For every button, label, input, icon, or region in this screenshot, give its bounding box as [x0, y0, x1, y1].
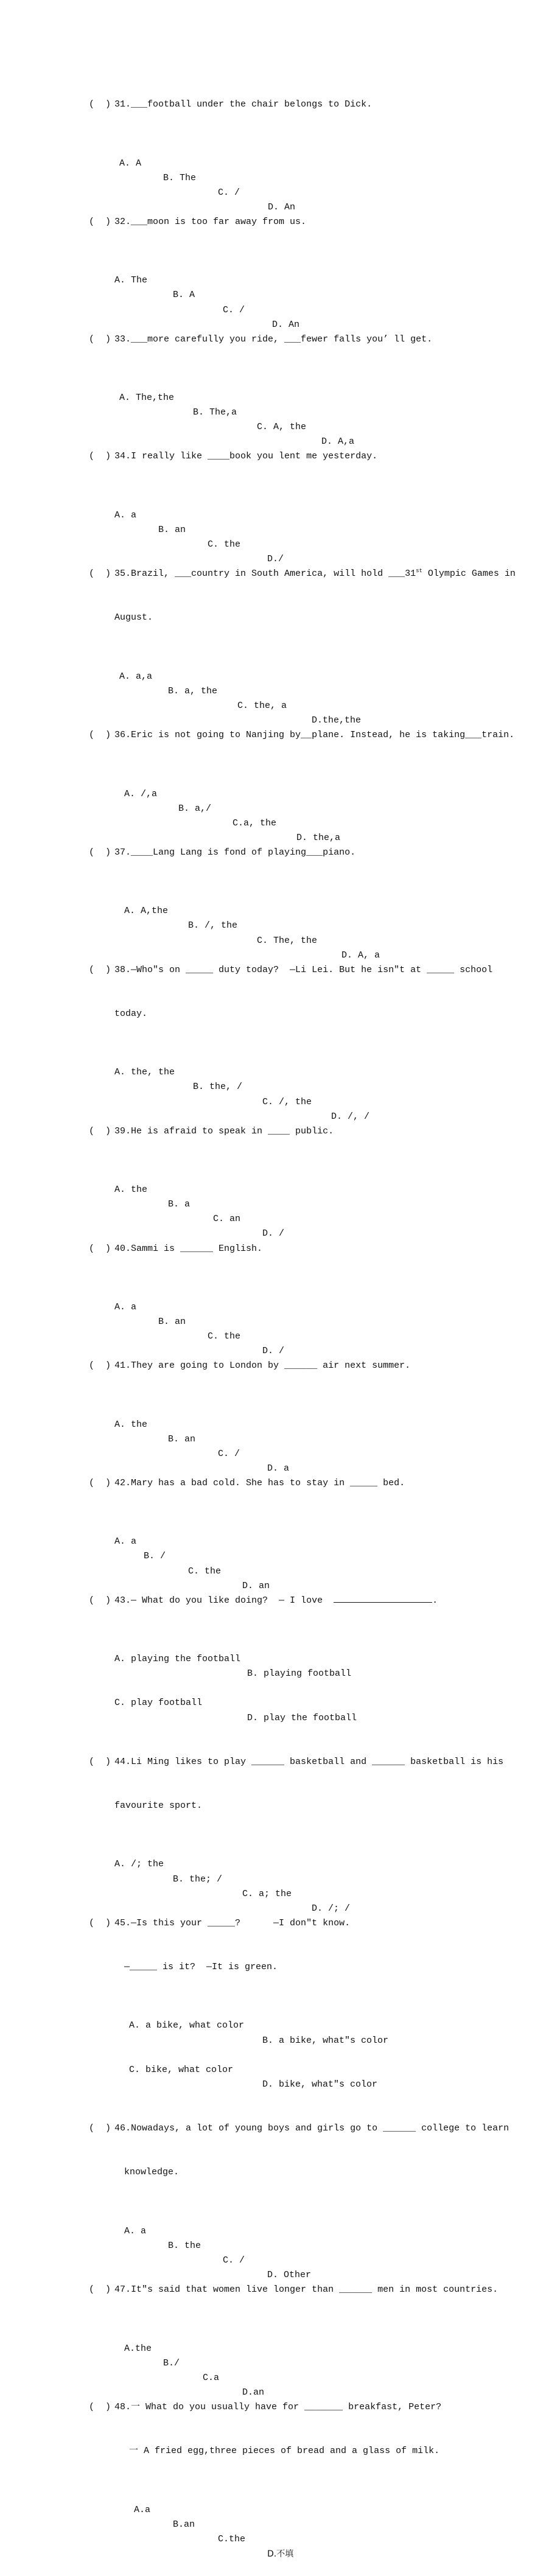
question-stem: Brazil, ___country in South America, will hold ___31: [131, 569, 416, 579]
question-stem: He is afraid to speak in ____ public.: [131, 1125, 334, 1136]
question-stem: ___football under the chair belongs to Dick.: [131, 99, 373, 110]
question-stem: Eric is not going to Nanjing by__plane. Instead, he is taking___train.: [131, 730, 515, 741]
question-stem-continued: knowledge.: [124, 2167, 180, 2178]
option-a[interactable]: A. the, the: [114, 1067, 175, 1078]
option-b[interactable]: B. the: [168, 2240, 201, 2251]
option-b[interactable]: B. a,/: [178, 803, 212, 814]
question-number: 44.: [114, 1756, 131, 1767]
question-45: [0, 1887, 560, 2092]
question-37: [0, 816, 560, 961]
option-a[interactable]: A. a,a: [119, 671, 153, 682]
option-d[interactable]: D. An: [272, 319, 300, 330]
option-d[interactable]: D.an: [242, 2387, 265, 2398]
answer-paren[interactable]: ( ): [89, 334, 111, 345]
question-34: [0, 420, 560, 565]
option-d[interactable]: D. play the football: [247, 1712, 357, 1723]
answer-paren[interactable]: ( ): [89, 451, 111, 462]
option-b[interactable]: B. playing football: [247, 1668, 352, 1679]
answer-paren[interactable]: ( ): [89, 1756, 111, 1767]
option-b[interactable]: B. the; /: [173, 1874, 223, 1885]
option-c[interactable]: C.a: [203, 2372, 220, 2383]
option-c[interactable]: C.a, the: [233, 817, 277, 828]
option-c[interactable]: C. A, the: [257, 422, 307, 433]
options-row: [0, 889, 560, 961]
option-a[interactable]: A. a: [124, 2225, 147, 2236]
question-number: 34.: [114, 451, 131, 462]
question-number: 42.: [114, 1478, 131, 1488]
options-row: [0, 772, 560, 843]
question-47: [0, 2253, 560, 2398]
option-b[interactable]: B. an: [168, 1433, 196, 1444]
question-stem: I really like ____book you lent me yesterday.: [131, 451, 378, 462]
options-row: [0, 1681, 560, 1723]
question-32: [0, 186, 560, 330]
answer-paren[interactable]: ( ): [89, 730, 111, 741]
options-row: [0, 2004, 560, 2046]
option-d[interactable]: D. /; /: [312, 1903, 351, 1914]
question-number: 39.: [114, 1125, 131, 1136]
options-row: [0, 1843, 560, 1914]
question-42: [0, 1447, 560, 1591]
question-stem: —Is this your _____? —I don″t know.: [131, 1917, 351, 1928]
options-row: [0, 1520, 560, 1591]
question-stem-continued: today.: [114, 1009, 148, 1019]
option-d[interactable]: D. an: [242, 1580, 270, 1591]
option-d[interactable]: D. bike, what″s color: [262, 2079, 378, 2090]
option-d[interactable]: D. Other: [267, 2270, 312, 2281]
option-c[interactable]: C. play football: [114, 1698, 203, 1709]
option-b[interactable]: B. an: [158, 524, 186, 535]
answer-paren[interactable]: ( ): [89, 99, 111, 110]
answer-paren[interactable]: ( ): [89, 2123, 111, 2134]
question-stem-end: Olympic Games in: [422, 569, 516, 579]
option-c[interactable]: C.the: [218, 2533, 246, 2544]
option-b[interactable]: B.an: [173, 2519, 195, 2530]
options-row: [0, 2048, 560, 2090]
options-row: [0, 494, 560, 565]
question-number: 38.: [114, 964, 131, 975]
options-row: [0, 141, 560, 212]
question-stem: Li Ming likes to play ______ basketball and ______ basketball is his: [131, 1756, 504, 1767]
question-stem: —Who″s on _____ duty today? —Li Lei. But he isn″t at _____ school: [131, 964, 493, 975]
options-row: [0, 1637, 560, 1679]
option-d[interactable]: D. /: [262, 1346, 285, 1357]
option-c[interactable]: C. /, the: [262, 1096, 312, 1107]
answer-paren[interactable]: ( ): [89, 569, 111, 579]
option-a[interactable]: A. a: [114, 1536, 137, 1547]
option-d[interactable]: D. a: [267, 1463, 290, 1474]
option-c[interactable]: C. the, a: [237, 701, 287, 712]
option-a[interactable]: A. /; the: [114, 1859, 164, 1870]
question-39: [0, 1095, 560, 1239]
question-stem: Nowadays, a lot of young boys and girls go to ______ college to learn: [131, 2123, 509, 2134]
option-b[interactable]: B. a bike, what″s color: [262, 2035, 389, 2046]
option-b[interactable]: B. the, /: [193, 1082, 243, 1093]
question-number: 32.: [114, 216, 131, 227]
options-row: [0, 2488, 560, 2559]
question-number: 40.: [114, 1243, 131, 1254]
question-33: [0, 303, 560, 447]
question-number: 36.: [114, 730, 131, 741]
question-stem-continued: —_____ is it? —It is green.: [124, 1962, 278, 1973]
option-d[interactable]: D. A, a: [341, 950, 380, 961]
question-36: [0, 699, 560, 843]
option-d[interactable]: D. /: [262, 1228, 285, 1239]
question-stem: 一 What do you usually have for _______ breakfast, Peter?: [131, 2401, 442, 2412]
question-stem: ____Lang Lang is fond of playing___piano.: [131, 847, 356, 858]
question-number: 35.: [114, 569, 131, 579]
answer-paren[interactable]: ( ): [89, 1243, 111, 1254]
answer-paren[interactable]: ( ): [89, 1125, 111, 1136]
answer-paren[interactable]: ( ): [89, 1478, 111, 1488]
answer-paren[interactable]: ( ): [89, 1595, 111, 1606]
answer-paren[interactable]: ( ): [89, 1360, 111, 1371]
answer-paren[interactable]: ( ): [89, 2284, 111, 2295]
option-c[interactable]: C. the: [208, 1331, 241, 1342]
answer-paren[interactable]: ( ): [89, 964, 111, 975]
options-row: [0, 2326, 560, 2398]
worksheet: [0, 68, 560, 2559]
option-b[interactable]: B. a: [168, 1199, 191, 1210]
option-a[interactable]: A. a: [114, 1301, 137, 1312]
question-number: 46.: [114, 2123, 131, 2134]
option-a[interactable]: A. The,the: [119, 393, 175, 404]
options-row: [0, 1286, 560, 1357]
option-a[interactable]: A. A: [119, 158, 142, 169]
question-41: [0, 1329, 560, 1474]
option-b[interactable]: B. an: [158, 1316, 186, 1327]
option-d[interactable]: D. An: [268, 201, 296, 212]
option-a[interactable]: A. playing the football: [114, 1654, 241, 1665]
options-row: [0, 1051, 560, 1122]
question-number: 31.: [114, 99, 131, 110]
question-48: [0, 2371, 560, 2559]
option-b[interactable]: B. A: [173, 290, 195, 301]
answer-paren[interactable]: ( ): [89, 216, 111, 227]
option-d[interactable]: D.不填: [267, 2549, 294, 2559]
option-d[interactable]: D. the,a: [296, 832, 341, 843]
option-a[interactable]: A. the: [114, 1419, 148, 1430]
option-b[interactable]: B. The: [163, 172, 197, 183]
question-number: 33.: [114, 334, 131, 345]
question-stem: ___moon is too far away from us.: [131, 216, 307, 227]
question-31: [0, 68, 560, 212]
option-a[interactable]: A. /,a: [124, 788, 158, 799]
question-number: 48.: [114, 2401, 131, 2412]
option-d[interactable]: D.the,the: [312, 715, 362, 726]
option-a[interactable]: A. The: [114, 275, 148, 286]
question-stem: They are going to London by ______ air next summer.: [131, 1360, 411, 1371]
option-b[interactable]: B. /: [144, 1551, 166, 1562]
option-c[interactable]: C. bike, what color: [129, 2064, 234, 2075]
question-44: [0, 1726, 560, 1914]
option-b[interactable]: B./: [163, 2357, 180, 2368]
question-stem: — What do you like doing? — I love: [131, 1595, 323, 1606]
options-row: [0, 376, 560, 447]
option-c[interactable]: C. an: [213, 1214, 241, 1225]
option-c[interactable]: C. The, the: [257, 935, 318, 946]
options-row: [0, 1168, 560, 1239]
option-c[interactable]: C. a; the: [242, 1888, 292, 1899]
options-row: [0, 1403, 560, 1474]
option-a[interactable]: A. the: [114, 1185, 148, 1195]
option-c[interactable]: C. /: [218, 187, 240, 198]
answer-paren[interactable]: ( ): [89, 2401, 111, 2412]
ordinal-suffix: st: [416, 568, 422, 575]
question-stem: ___more carefully you ride, ___fewer falls you’ ll get.: [131, 334, 433, 345]
question-40: [0, 1212, 560, 1357]
option-b[interactable]: B. /, the: [188, 920, 238, 931]
answer-paren[interactable]: ( ): [89, 1917, 111, 1928]
option-c[interactable]: C. /: [223, 2255, 245, 2266]
option-c[interactable]: C. the: [208, 539, 241, 550]
option-b[interactable]: B. The,a: [193, 407, 237, 418]
question-stem-continued: 一 A fried egg,three pieces of bread and a glass of milk.: [129, 2446, 440, 2457]
question-46: [0, 2092, 560, 2281]
question-38: [0, 934, 560, 1122]
question-stem: Sammi is ______ English.: [131, 1243, 263, 1254]
question-number: 37.: [114, 847, 131, 858]
question-number: 43.: [114, 1595, 131, 1606]
option-c[interactable]: C. /: [223, 304, 245, 315]
option-d[interactable]: D./: [267, 554, 284, 565]
options-row: [0, 2210, 560, 2281]
option-a[interactable]: A.the: [124, 2343, 152, 2354]
question-43: [0, 1564, 560, 1726]
question-stem-end: .: [432, 1595, 438, 1606]
answer-paren[interactable]: ( ): [89, 847, 111, 858]
question-number: 47.: [114, 2284, 131, 2295]
answer-blank[interactable]: [334, 1594, 432, 1603]
option-a[interactable]: A. a: [114, 509, 137, 520]
question-stem: Mary has a bad cold. She has to stay in _____ bed.: [131, 1478, 405, 1488]
option-c[interactable]: C. the: [188, 1566, 222, 1577]
option-a[interactable]: A. a bike, what color: [129, 2020, 245, 2031]
question-stem-continued: August.: [114, 612, 153, 623]
question-stem-continued: favourite sport.: [114, 1801, 203, 1811]
option-d[interactable]: D. A,a: [321, 436, 355, 447]
option-d[interactable]: D. /, /: [331, 1111, 370, 1122]
options-row: [0, 259, 560, 330]
option-b[interactable]: B. a, the: [168, 685, 218, 696]
question-number: 41.: [114, 1360, 131, 1371]
question-35: [0, 537, 560, 726]
option-a[interactable]: A.a: [134, 2504, 151, 2515]
option-a[interactable]: A. A,the: [124, 906, 169, 917]
options-row: [0, 655, 560, 726]
option-c[interactable]: C. /: [218, 1448, 240, 1459]
question-stem: It″s said that women live longer than ______ men in most countries.: [131, 2284, 499, 2295]
question-number: 45.: [114, 1917, 131, 1928]
